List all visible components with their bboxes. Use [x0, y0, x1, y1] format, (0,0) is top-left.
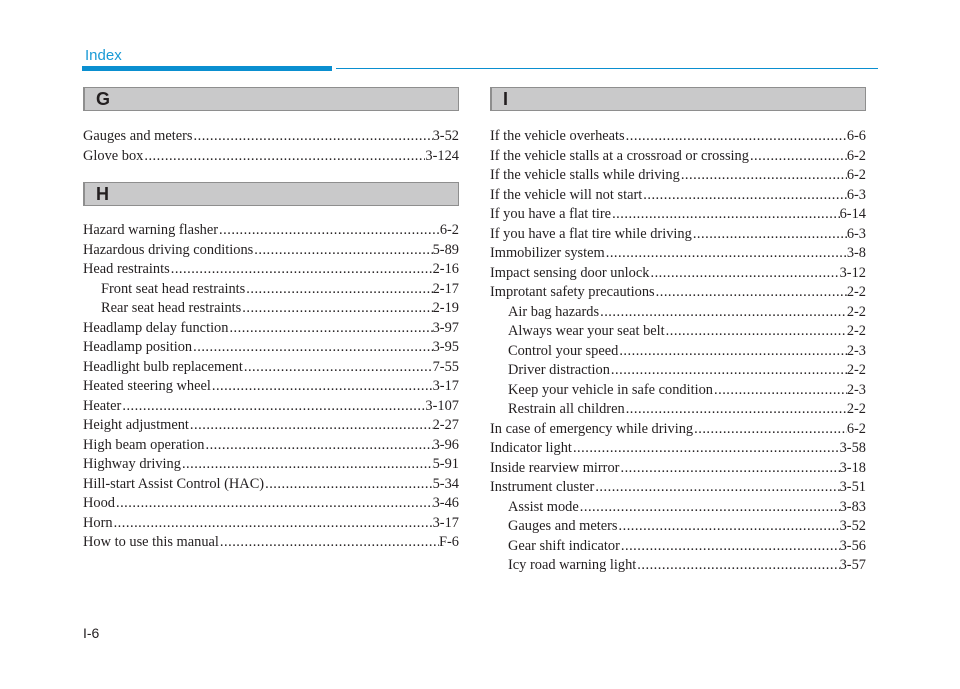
index-subentry: Gauges and meters ..... 3-52 — [490, 517, 866, 537]
index-entry: Heater ..... 3-107 — [83, 397, 459, 417]
index-subentry: Control your speed ..... 2-3 — [490, 342, 866, 362]
index-entry: If the vehicle overheats ..... 6-6 — [490, 127, 866, 147]
index-entry: Instrument cluster ..... 3-51 — [490, 478, 866, 498]
index-entry: Improtant safety precautions ..... 2-2 — [490, 283, 866, 303]
index-column-left — [83, 87, 459, 553]
index-entry: High beam operation ..... 3-96 — [83, 436, 459, 456]
index-entry: Immobilizer system ..... 3-8 — [490, 244, 866, 264]
index-entry: Impact sensing door unlock ..... 3-12 — [490, 264, 866, 284]
index-entry: Headlamp position ..... 3-95 — [83, 338, 459, 358]
index-entry: Head restraints ..... 2-16 — [83, 260, 459, 280]
letter-heading-i: I — [490, 87, 866, 111]
index-entry: Hazard warning flasher ..... 6-2 — [83, 221, 459, 241]
index-entry: Headlight bulb replacement ..... 7-55 — [83, 358, 459, 378]
index-entry: If the vehicle will not start ..... 6-3 — [490, 186, 866, 206]
index-entry: How to use this manual ..... F-6 — [83, 533, 459, 553]
index-entry: Hill-start Assist Control (HAC) ..... 5-34 — [83, 475, 459, 495]
index-entry: Gauges and meters ..... 3-52 — [83, 127, 459, 147]
index-entry: Hood ..... 3-46 — [83, 494, 459, 514]
section-header-label: Index — [85, 47, 122, 64]
index-entry: Headlamp delay function ..... 3-97 — [83, 319, 459, 339]
letter-heading-h: H — [83, 182, 459, 206]
index-entry: Hazardous driving conditions ..... 5-89 — [83, 241, 459, 261]
index-entry: If the vehicle stalls while driving ..... 6-2 — [490, 166, 866, 186]
index-subentry: Air bag hazards ..... 2-2 — [490, 303, 866, 323]
index-subentry: Always wear your seat belt ..... 2-2 — [490, 322, 866, 342]
index-subentry: Keep your vehicle in safe condition ..... 2-3 — [490, 381, 866, 401]
page-number: I-6 — [83, 625, 100, 641]
index-entry: Glove box ..... 3-124 — [83, 147, 459, 167]
index-entry: If you have a flat tire while driving ..... 6-3 — [490, 225, 866, 245]
index-entry: Inside rearview mirror ..... 3-18 — [490, 459, 866, 479]
index-subentry: Assist mode ..... 3-83 — [490, 498, 866, 518]
letter-heading-g: G — [83, 87, 459, 111]
index-subentry: Gear shift indicator ..... 3-56 — [490, 537, 866, 557]
index-entry: Indicator light ..... 3-58 — [490, 439, 866, 459]
index-subentry: Rear seat head restraints ..... 2-19 — [83, 299, 459, 319]
index-entry: Highway driving ..... 5-91 — [83, 455, 459, 475]
index-entry: Heated steering wheel ..... 3-17 — [83, 377, 459, 397]
index-subentry: Driver distraction ..... 2-2 — [490, 361, 866, 381]
index-subentry: Icy road warning light ..... 3-57 — [490, 556, 866, 576]
index-subentry: Restrain all children ..... 2-2 — [490, 400, 866, 420]
index-entry: Height adjustment ..... 2-27 — [83, 416, 459, 436]
header-rule-thin — [336, 68, 878, 69]
index-entry: Horn ..... 3-17 — [83, 514, 459, 534]
index-entry: In case of emergency while driving ..... 6-2 — [490, 420, 866, 440]
index-column-right — [490, 87, 866, 576]
index-entry: If you have a flat tire ..... 6-14 — [490, 205, 866, 225]
header-rule-thick — [82, 66, 332, 71]
index-entry: If the vehicle stalls at a crossroad or crossing ..... 6-2 — [490, 147, 866, 167]
index-subentry: Front seat head restraints ..... 2-17 — [83, 280, 459, 300]
